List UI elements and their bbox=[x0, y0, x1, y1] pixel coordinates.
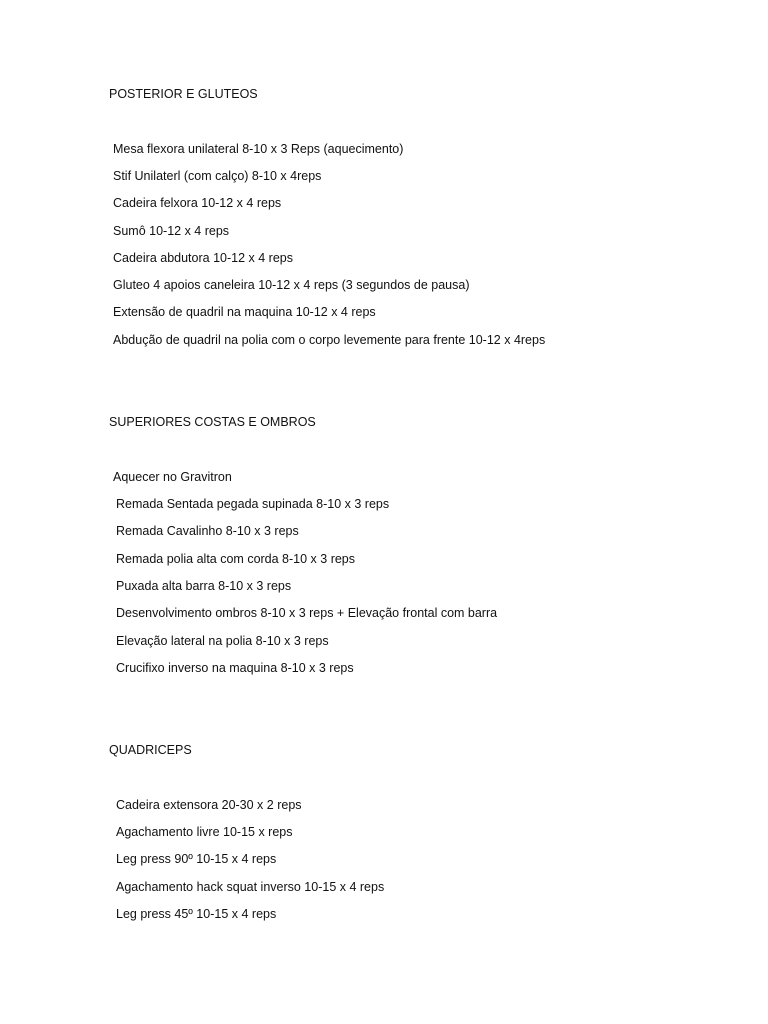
section-heading: QUADRICEPS bbox=[109, 743, 192, 757]
exercise-item: Puxada alta barra 8-10 x 3 reps bbox=[116, 579, 292, 593]
exercise-item: Agachamento livre 10-15 x reps bbox=[116, 825, 293, 839]
exercise-item: Mesa flexora unilateral 8-10 x 3 Reps (aquecimento) bbox=[113, 142, 404, 156]
section-heading: POSTERIOR E GLUTEOS bbox=[109, 87, 258, 101]
exercise-item: Remada Cavalinho 8-10 x 3 reps bbox=[116, 524, 299, 538]
exercise-item: Abdução de quadril na polia com o corpo levemente para frente 10-12 x 4reps bbox=[113, 333, 546, 347]
exercise-item: Stif Unilaterl (com calço) 8-10 x 4reps bbox=[113, 169, 322, 183]
exercise-item: Extensão de quadril na maquina 10-12 x 4 reps bbox=[113, 305, 376, 319]
exercise-item: Gluteo 4 apoios caneleira 10-12 x 4 reps (3 segundos de pausa) bbox=[113, 278, 470, 292]
exercise-item: Sumô 10-12 x 4 reps bbox=[113, 224, 230, 238]
section-heading: SUPERIORES COSTAS E OMBROS bbox=[109, 415, 316, 429]
exercise-item: Cadeira extensora 20-30 x 2 reps bbox=[116, 798, 302, 812]
exercise-item: Crucifixo inverso na maquina 8-10 x 3 reps bbox=[116, 661, 354, 675]
exercise-item: Cadeira felxora 10-12 x 4 reps bbox=[113, 196, 282, 210]
exercise-item: Cadeira abdutora 10-12 x 4 reps bbox=[113, 251, 293, 265]
exercise-item: Leg press 90º 10-15 x 4 reps bbox=[116, 852, 277, 866]
exercise-item: Agachamento hack squat inverso 10-15 x 4 reps bbox=[116, 880, 385, 894]
exercise-item: Aquecer no Gravitron bbox=[113, 470, 232, 484]
exercise-item: Desenvolvimento ombros 8-10 x 3 reps + Elevação frontal com barra bbox=[116, 606, 498, 620]
exercise-item: Remada Sentada pegada supinada 8-10 x 3 reps bbox=[116, 497, 390, 511]
exercise-item: Remada polia alta com corda 8-10 x 3 reps bbox=[116, 552, 356, 566]
exercise-item: Leg press 45º 10-15 x 4 reps bbox=[116, 907, 277, 921]
exercise-item: Elevação lateral na polia 8-10 x 3 reps bbox=[116, 634, 329, 648]
